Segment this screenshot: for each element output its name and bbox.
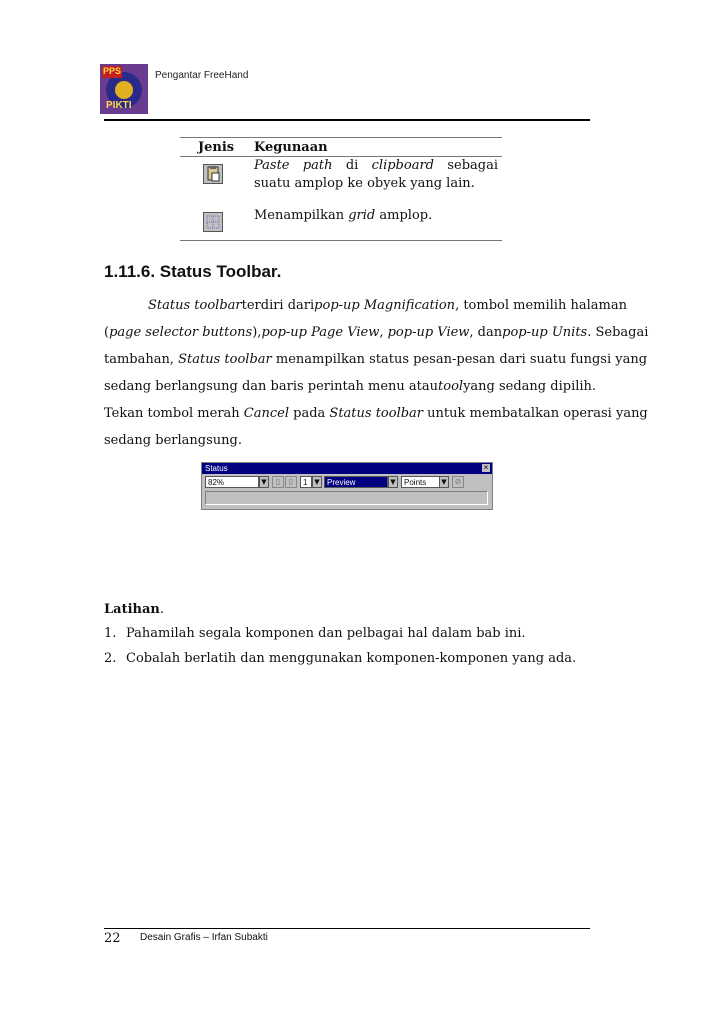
table-row-2-description: Menampilkan grid amplop.	[254, 208, 433, 223]
status-toolbar-window	[201, 462, 493, 510]
status-message-bar	[205, 491, 488, 505]
paragraph-line-2: (page selector buttons), pop-up Page View , pop-up View , dan pop-up Units . Sebagai	[104, 325, 649, 340]
magnification-popup[interactable]: 82%	[205, 476, 259, 488]
paragraph-line-4: sedang berlangsung dan baris perintah menu atau tool yang sedang dipilih.	[104, 379, 597, 394]
status-window-title: Status	[205, 464, 228, 473]
list-item: 2. Cobalah berlatih dan menggunakan komponen-komponen yang ada.	[104, 651, 577, 666]
envelope-grid-icon	[203, 212, 223, 232]
paragraph-line-5: Tekan tombol merah Cancel pada Status toolbar untuk membatalkan operasi yang	[104, 406, 648, 421]
table-header-kegunaan: Kegunaan	[254, 140, 328, 155]
paragraph-line-1: Status toolbar terdiri dari pop-up Magnification, tombol memilih halaman	[148, 298, 627, 313]
table-top-rule	[180, 137, 502, 138]
chevron-down-icon[interactable]: ▼	[312, 476, 322, 488]
close-icon[interactable]: ×	[483, 463, 489, 472]
chevron-down-icon[interactable]: ▼	[388, 476, 398, 488]
chevron-down-icon[interactable]: ▼	[259, 476, 269, 488]
exercises-heading: Latihan.	[104, 602, 164, 617]
header-rule	[104, 119, 590, 121]
list-item: 1. Pahamilah segala komponen dan pelbagai hal dalam bab ini.	[104, 626, 526, 641]
table-bottom-rule	[180, 240, 502, 241]
logo-text-top: PPS	[103, 66, 122, 76]
cancel-icon[interactable]: ⊘	[452, 476, 464, 488]
paste-envelope-icon	[203, 164, 223, 184]
table-row-1-description: Paste path di clipboard sebagai suatu amplop ke obyek yang lain.	[254, 158, 498, 191]
page-number: 22	[104, 931, 121, 946]
page-view-popup[interactable]: 1	[300, 476, 312, 488]
header-title: Pengantar FreeHand	[155, 70, 249, 81]
logo-text-bottom: PIKTI	[106, 100, 132, 111]
table-header-jenis: Jenis	[198, 140, 235, 155]
status-window-titlebar	[202, 463, 492, 474]
pikti-logo	[100, 64, 148, 114]
paragraph-line-3: tambahan, Status toolbar menampilkan status pesan-pesan dari suatu fungsi yang	[104, 352, 648, 367]
page-prev-button[interactable]: ▯	[272, 476, 284, 488]
footer-rule	[104, 928, 590, 929]
chevron-down-icon[interactable]: ▼	[439, 476, 449, 488]
page-next-button[interactable]: ▯	[285, 476, 297, 488]
section-title: 1.11.6. Status Toolbar.	[104, 262, 282, 281]
view-popup[interactable]: Preview	[324, 476, 388, 488]
footer-text: Desain Grafis – Irfan Subakti	[140, 932, 268, 943]
units-popup[interactable]: Points	[401, 476, 449, 488]
paragraph-line-6: sedang berlangsung.	[104, 433, 242, 448]
